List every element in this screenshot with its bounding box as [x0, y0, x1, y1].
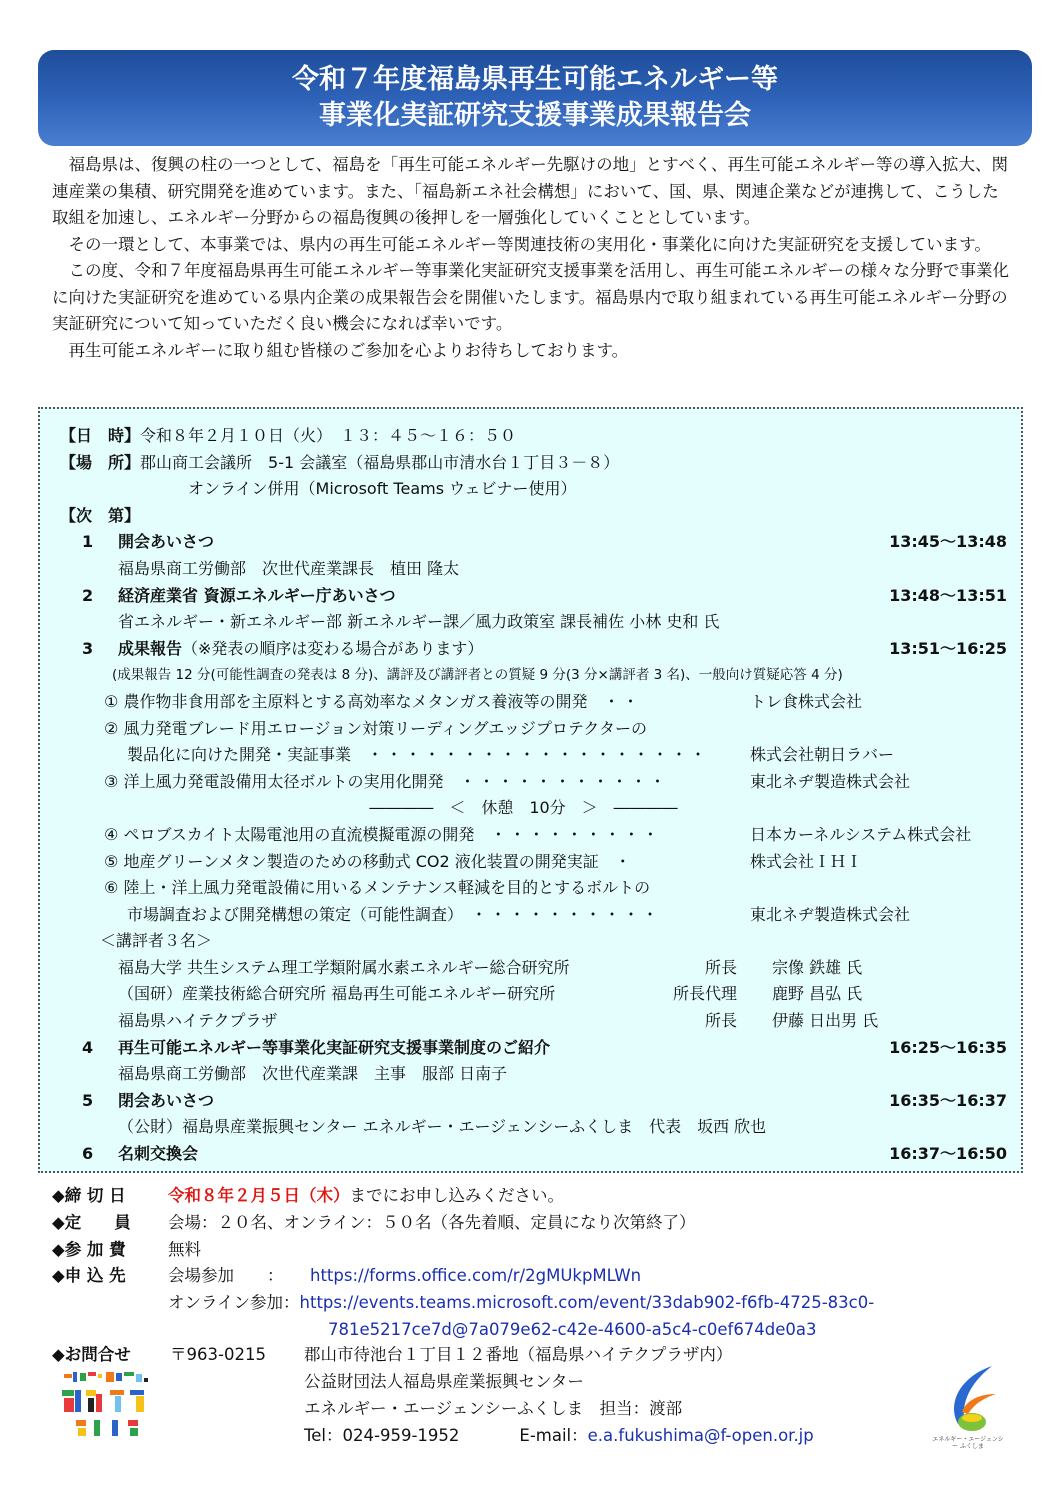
item-time: 16:35～16:37 [889, 1090, 1007, 1110]
pres-mark: ⑥ [104, 878, 119, 898]
online-apply-row [52, 1290, 1032, 1317]
reviewer-role: 所長代理 [672, 984, 737, 1004]
pres-mark: ④ [104, 824, 119, 844]
capacity-value: 会場：２０名、オンライン：５０名（各先着順、定員になり次第終了） [168, 1212, 696, 1232]
info-section [52, 1183, 1032, 1344]
intro-text [52, 152, 1012, 364]
item-title: 開会あいさつ [118, 532, 215, 552]
online-apply-row-cont [52, 1317, 1032, 1344]
contact-section [52, 1341, 1032, 1449]
intro-paragraph: 福島県は、復興の柱の一つとして、福島を「再生可能エネルギー先駆けの地」とすべく、再生可能エネルギー等の導入拡大、関連産業の集積、研究開発を進めています。また、「福島新エネ社会構想」において、国、県、関連企業などが連携して、こうした取組を加速し、エネルギー分野からの福島復興の後押しを一層強化していくこととしています。 [52, 155, 1009, 227]
agenda-item-3 [60, 636, 1007, 663]
energy-agency-logo [928, 1362, 1008, 1452]
venue-apply-link[interactable]: https://forms.office.com/r/2gMUkpMLWn [310, 1266, 642, 1286]
item-number: 5 [82, 1090, 94, 1110]
pres-dots: ・ [614, 851, 634, 871]
capacity-row [52, 1210, 1032, 1237]
energy-agency-logo-icon [928, 1362, 1008, 1434]
item-number: 4 [82, 1037, 94, 1057]
pres-mark: ⑤ [104, 851, 119, 871]
reviewer-role: 所長 [704, 957, 737, 977]
presentation-4 [60, 822, 1007, 849]
contact-label: ◆お問合せ [52, 1345, 131, 1364]
item-speaker: 福島県商工労働部 次世代産業課 主事 服部 日南子 [118, 1064, 508, 1084]
pres-title: 陸上・洋上風力発電設備に用いるメンテナンス軽減を目的とするボルトの [123, 878, 651, 898]
item-number: 6 [82, 1144, 94, 1164]
presentation-5 [60, 849, 1007, 876]
item-title: 再生可能エネルギー等事業化実証研究支援事業制度のご紹介 [118, 1037, 551, 1057]
deadline-row [52, 1183, 1032, 1210]
title-line-1: 令和７年度福島県再生可能エネルギー等 [292, 64, 778, 95]
contact-org: 公益財団法人福島県産業振興センター [304, 1372, 584, 1391]
intro-paragraph: その一環として、本事業では、県内の再生可能エネルギー等関連技術の実用化・事業化に向けた実証研究を支援しています。 [68, 234, 991, 254]
contact-dept: エネルギー・エージェンシーふくしま 担当：渡部 [304, 1399, 683, 1418]
pres-dots: ・・・・・・・・・ [490, 824, 662, 844]
reviewer-org: （国研）産業技術総合研究所 福島再生可能エネルギー研究所 [118, 984, 556, 1004]
item-title: 閉会あいさつ [118, 1090, 215, 1110]
pres-company: 株式会社ＩＨＩ [750, 851, 863, 871]
agenda-item-4 [60, 1035, 1007, 1062]
pres-company: 東北ネヂ製造株式会社 [750, 771, 911, 791]
pres-title: ペロブスカイト太陽電池用の直流模擬電源の開発 [123, 824, 475, 844]
program-box [38, 407, 1023, 1173]
fee-label: ◆参 加 費 [52, 1239, 126, 1259]
fukushima-slogan-logo [60, 1368, 170, 1442]
presentation-6-cont [60, 902, 1007, 929]
title-line-2: 事業化実証研究支援事業成果報告会 [319, 100, 751, 131]
title-banner [38, 50, 1032, 146]
item-speaker: （公財）福島県産業振興センター エネルギー・エージェンシーふくしま 代表 坂西 欣也 [118, 1117, 767, 1137]
item-number: 1 [82, 532, 94, 552]
agenda-label-row [60, 503, 1007, 530]
fee-row [52, 1237, 1032, 1264]
item-title: 名刺交換会 [118, 1144, 199, 1164]
reviewer-3 [60, 1008, 1007, 1035]
item-title: 成果報告 [118, 638, 183, 658]
reviewer-2 [60, 981, 1007, 1008]
item-number: 3 [82, 638, 94, 658]
contact-tel: Tel：024-959-1952 [304, 1426, 460, 1445]
presentation-6 [60, 875, 1007, 902]
agenda-item-6 [60, 1141, 1007, 1168]
intro-paragraph: 再生可能エネルギーに取り組む皆様のご参加を心よりお待ちしております。 [68, 340, 629, 360]
online-apply-link[interactable]: https://events.teams.microsoft.com/event/33dab902-f6fb-4725-83c0- [299, 1293, 875, 1313]
intro-paragraph: この度、令和７年度福島県再生可能エネルギー等事業化実証研究支援事業を活用し、再生可能エネルギーの様々な分野で事業化に向けた実証研究を進めている県内企業の成果報告会を開催いたします。福島県内で取り組まれている再生可能エネルギー分野の実証研究について知っていただく良い機会になれば幸いです。 [52, 261, 1009, 333]
item-note: (成果報告 12 分(可能性調査の発表は 8 分)、講評及び講評者との質疑 9 分(3 分×講評者 3 名)、一般向け質疑応答 4 分) [112, 667, 843, 684]
item-time: 13:51～16:25 [889, 638, 1007, 658]
deadline-value: 令和８年２月５日（木） [168, 1186, 350, 1205]
break-divider: ―――― ＜ 休憩 10分 ＞ ―――― [369, 798, 678, 818]
agenda-item-5 [60, 1088, 1007, 1115]
pres-title: 風力発電ブレード用エロージョン対策リーディングエッジプロテクターの [123, 718, 647, 738]
pres-dots: ・・・・・・・・・・・・・・・・・・ [367, 745, 710, 765]
fee-value: 無料 [168, 1239, 201, 1259]
capacity-label: ◆定 員 [52, 1212, 131, 1232]
postal-code: 〒963-0215 [170, 1345, 266, 1364]
datetime-value: 令和８年２月１０日（火） １３：４５～１６：５０ [140, 426, 517, 445]
item-speaker: 福島県商工労働部 次世代産業課長 植田 隆太 [118, 558, 460, 578]
agenda-item-1 [60, 529, 1007, 556]
pres-company: トレ食株式会社 [750, 691, 863, 711]
item-speaker: 省エネルギー・新エネルギー部 新エネルギー課／風力政策室 課長補佐 小林 史和 氏 [118, 612, 720, 632]
email-label: E-mail： [519, 1426, 588, 1445]
pres-dots: ・・ [603, 691, 642, 711]
reviewer-name: 伊藤 日出男 氏 [772, 1011, 879, 1031]
slogan-logo-icon [60, 1368, 170, 1442]
apply-row [52, 1263, 1032, 1290]
online-apply-label: オンライン参加： [168, 1293, 300, 1313]
presentation-1 [60, 689, 1007, 716]
venue-apply-label: 会場参加 ： [168, 1266, 284, 1286]
reviewer-name: 宗像 鉄雄 氏 [772, 957, 863, 977]
item-time: 13:48～13:51 [889, 585, 1007, 605]
pres-company: 日本カーネルシステム株式会社 [750, 824, 972, 844]
presentation-2 [60, 716, 1007, 743]
pres-dots: ・・・・・・・・・・・ [459, 771, 669, 791]
contact-tel-row [52, 1422, 1032, 1449]
contact-address: 郡山市待池台１丁目１２番地（福島県ハイテクプラザ内） [304, 1345, 733, 1364]
item-title: 経済産業省 資源エネルギー庁あいさつ [118, 585, 396, 605]
reviewer-name: 鹿野 昌弘 氏 [772, 984, 863, 1004]
pres-mark: ③ [104, 771, 119, 791]
item-title-note: （※発表の順序は変わる場合があります） [182, 638, 484, 658]
pres-title: 洋上風力発電設備用太径ボルトの実用化開発 [123, 771, 444, 791]
datetime-label: 【日 時】 [60, 426, 141, 445]
pres-mark: ② [104, 718, 119, 738]
reviewer-role: 所長 [704, 1011, 737, 1031]
presentation-2-cont [60, 742, 1007, 769]
pres-title: 農作物非食用部を主原料とする高効率なメタンガス養液等の開発 [123, 691, 588, 711]
reviewer-org: 福島県ハイテクプラザ [118, 1011, 278, 1031]
venue-online: オンライン併用（Microsoft Teams ウェビナー使用） [188, 479, 577, 499]
email-link[interactable]: e.a.fukushima@f-open.or.jp [587, 1426, 814, 1445]
deadline-label: ◆締 切 日 [52, 1186, 126, 1205]
agenda-item-2 [60, 583, 1007, 610]
venue-row [60, 450, 1007, 477]
item-time: 16:37～16:50 [889, 1144, 1007, 1164]
agenda-label: 【次 第】 [60, 505, 141, 525]
pres-title: 地産グリーンメタン製造のための移動式 CO2 液化装置の開発実証 [123, 851, 599, 871]
reviewer-org: 福島大学 共生システム理工学類附属水素エネルギー総合研究所 [118, 957, 570, 977]
pres-company: 東北ネヂ製造株式会社 [750, 904, 911, 924]
reviewers-label: ＜講評者３名＞ [100, 931, 213, 951]
reviewer-1 [60, 955, 1007, 982]
energy-agency-caption: エネルギー・エージェンシー ふくしま [932, 1436, 1004, 1450]
pres-title-2: 市場調査および開発構想の策定（可能性調査） [127, 904, 456, 924]
online-apply-link-cont[interactable]: 781e5217ce7d@7a079e62-c42e-4600-a5c4-c0ef674de0a3 [328, 1319, 817, 1339]
deadline-suffix: までにお申し込みください。 [349, 1186, 564, 1205]
pres-mark: ① [104, 691, 119, 711]
venue-value: 郡山商工会議所 5-1 会議室（福島県郡山市清水台１丁目３－８） [140, 452, 620, 472]
item-time: 16:25～16:35 [889, 1037, 1007, 1057]
venue-label: 【場 所】 [60, 452, 141, 472]
pres-title-2: 製品化に向けた開発・実証事業 [127, 745, 352, 765]
pres-dots: ・・・・・・・・・・ [471, 904, 662, 924]
datetime-row [60, 423, 1007, 450]
pres-company: 株式会社朝日ラバー [750, 745, 895, 765]
presentation-3 [60, 769, 1007, 796]
item-number: 2 [82, 585, 94, 605]
contact-address-row [52, 1341, 1032, 1368]
apply-label: ◆申 込 先 [52, 1266, 126, 1286]
item-time: 13:45～13:48 [889, 532, 1007, 552]
